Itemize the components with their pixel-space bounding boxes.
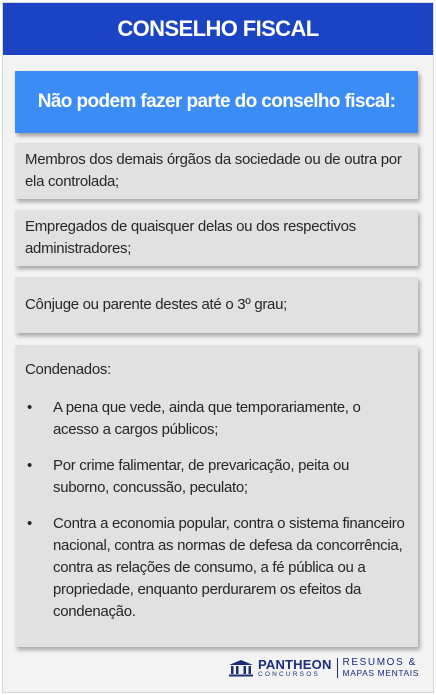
list-item — [25, 397, 408, 441]
temple-icon — [228, 659, 254, 677]
brand-sub: CONCURSOS — [257, 670, 321, 678]
card-text: Cônjuge ou parente destes até o 3º grau; — [25, 296, 288, 313]
card-text: Membros dos demais órgãos da sociedade ou de outra por ela controlada; — [25, 151, 402, 190]
card-empregados — [15, 210, 418, 266]
bullet-icon: • — [27, 457, 32, 474]
tagline-line1: RESUMOS & — [342, 657, 417, 669]
list-item — [25, 455, 408, 499]
header-bar — [3, 3, 433, 55]
card-conjuge — [15, 277, 418, 333]
bullet-icon: • — [27, 399, 32, 416]
tagline-line2: MAPAS MENTAIS — [342, 667, 419, 678]
brand-main: PANTHEON — [257, 656, 332, 672]
bullet-icon: • — [27, 515, 32, 532]
card-title: Condenados: — [25, 361, 111, 378]
footer-logo — [228, 658, 419, 679]
brand-name — [258, 658, 332, 679]
infographic-frame — [2, 2, 434, 693]
brand-tagline — [343, 658, 419, 677]
divider — [337, 658, 338, 678]
list-item-text: Contra a economia popular, contra o sistema financeiro nacional, contra as normas de defesa da concorrência, contra as relações de consumo, a fé pública ou a propriedade, enquanto perdurarem os efeitos da condenação. — [53, 515, 405, 620]
list-item-text: Por crime falimentar, de prevaricação, peita ou suborno, concussão, peculato; — [53, 457, 350, 496]
card-condenados — [15, 345, 418, 647]
card-text: Empregados de quaisquer delas ou dos respectivos administradores; — [25, 218, 356, 257]
subtitle-banner — [15, 71, 418, 133]
subtitle-text: Não podem fazer parte do conselho fiscal: — [37, 91, 396, 112]
list-item — [25, 513, 408, 623]
card-membros — [15, 143, 418, 199]
page-title: CONSELHO FISCAL — [117, 16, 319, 41]
list-item-text: A pena que vede, ainda que temporariamente, o acesso a cargos públicos; — [53, 399, 361, 438]
